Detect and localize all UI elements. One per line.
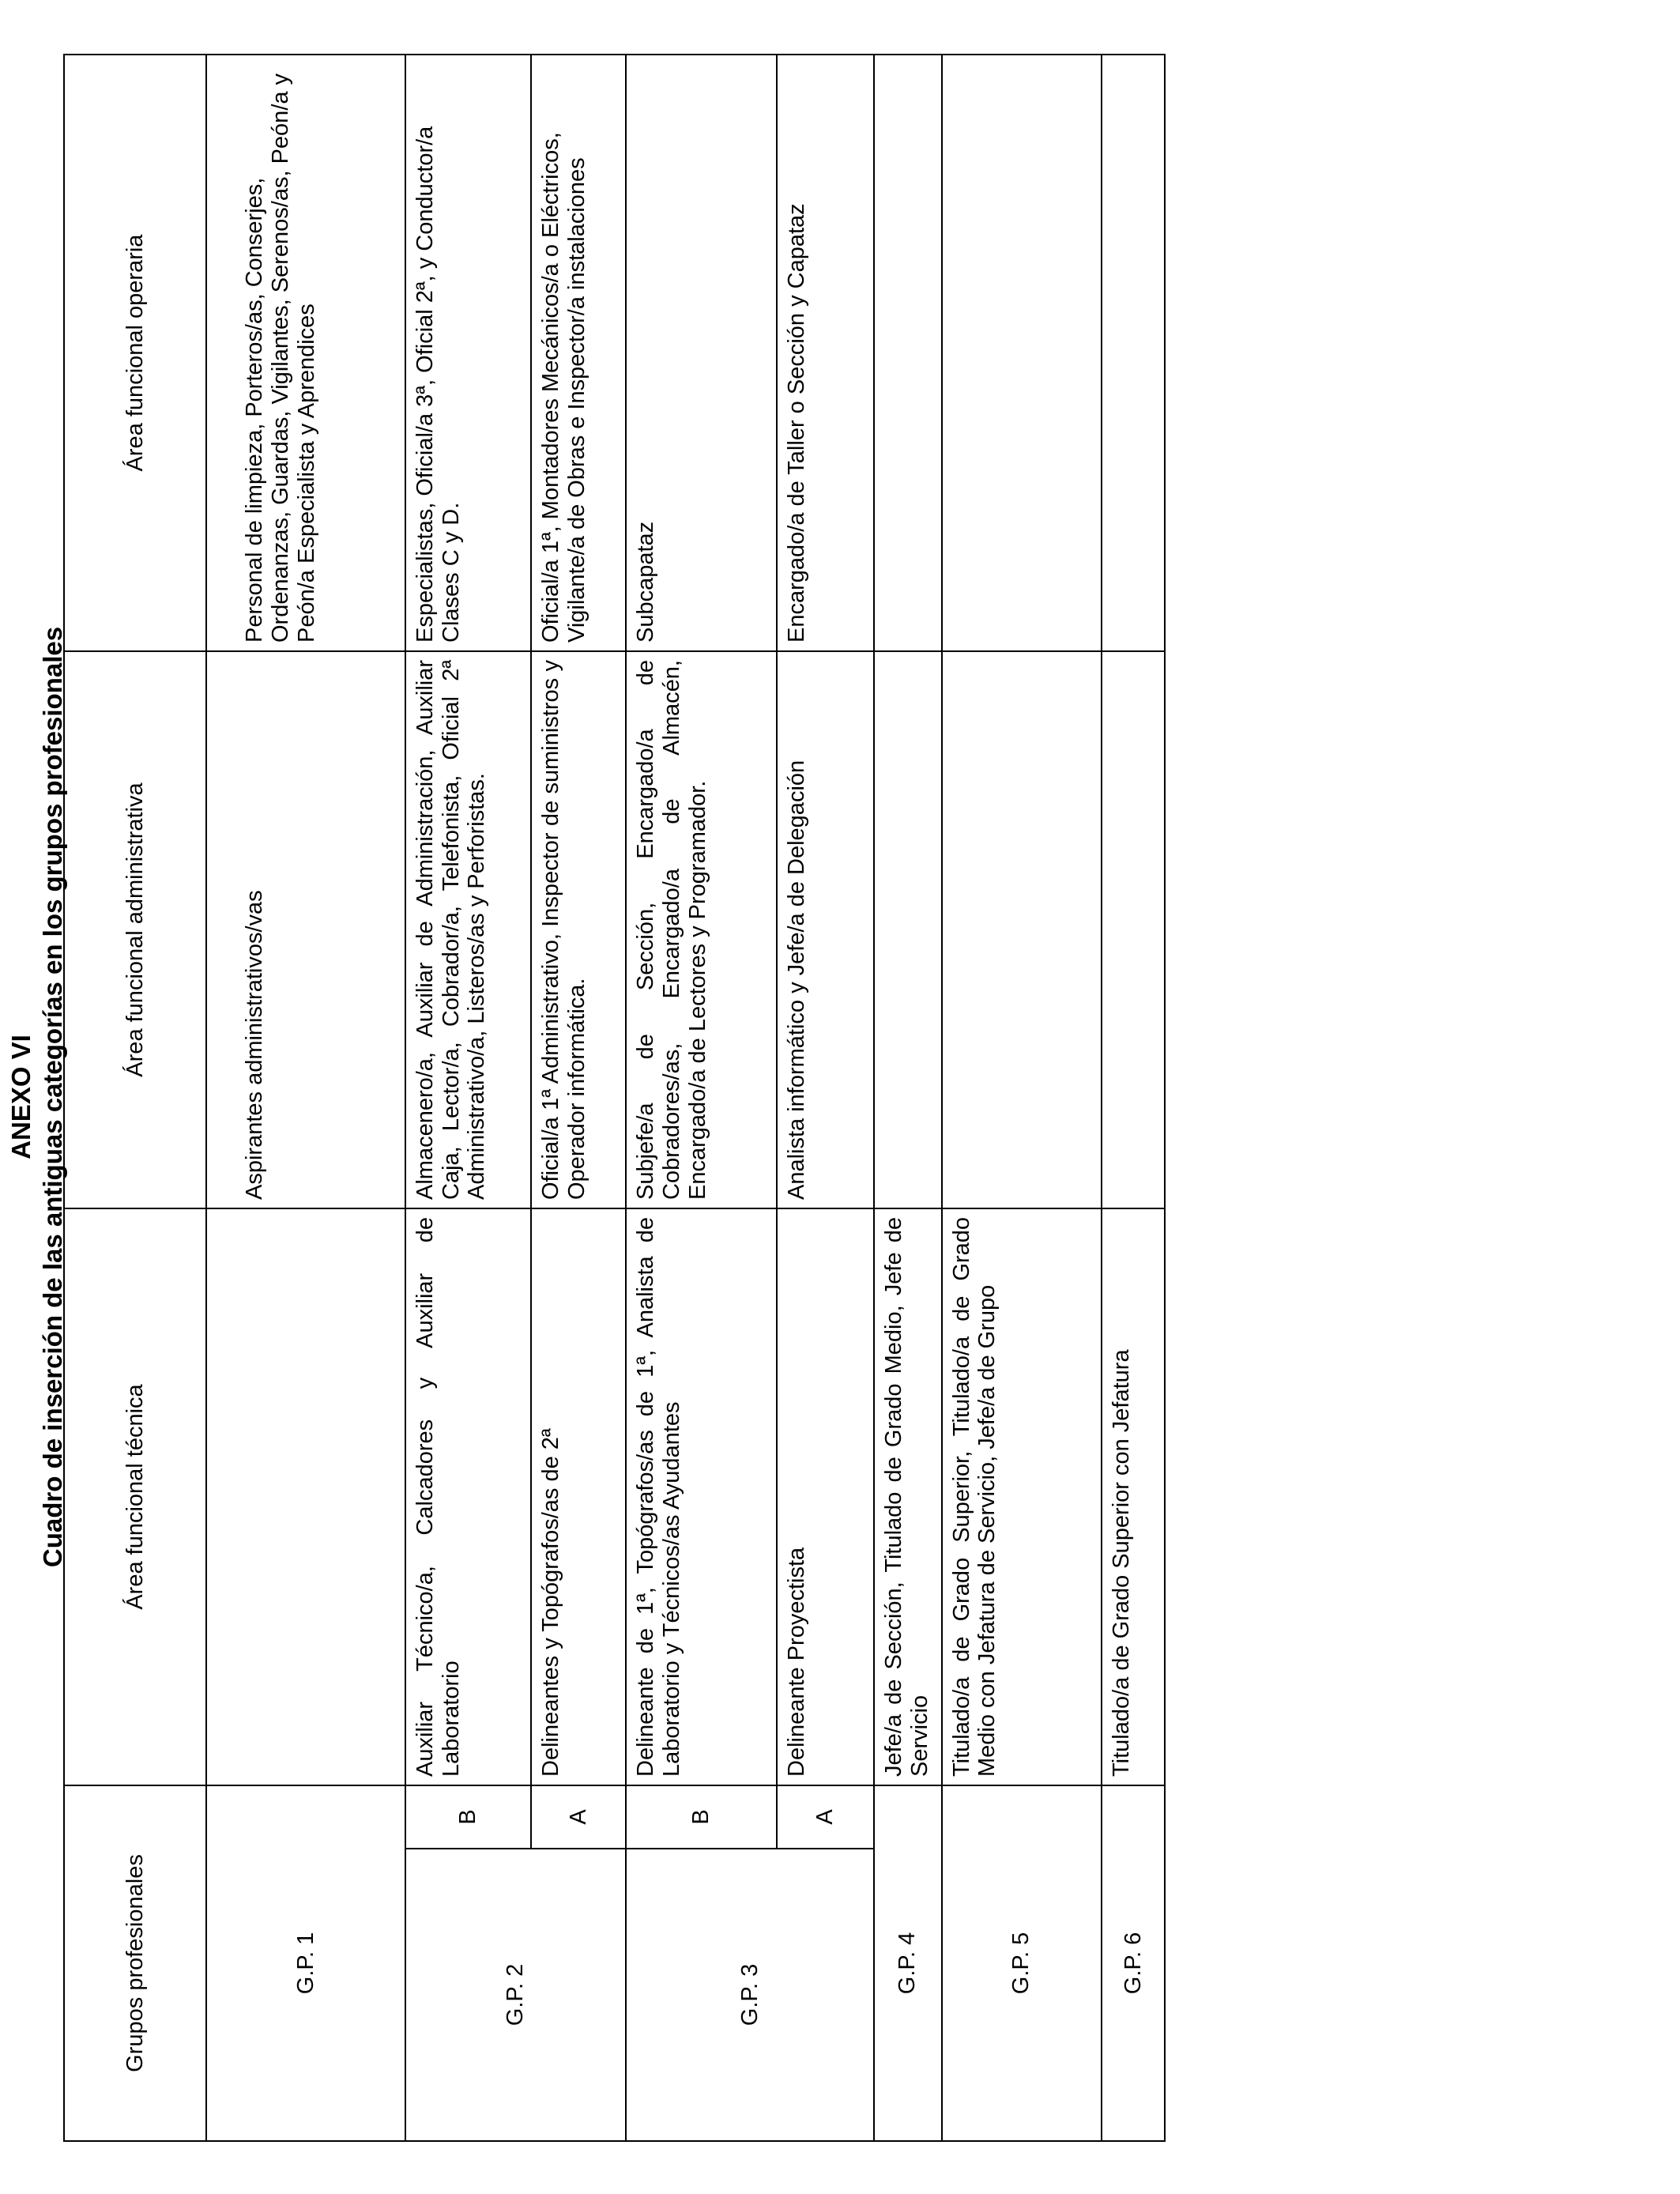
row-gp4 <box>874 55 941 2141</box>
categories-table-grid <box>63 54 1166 2142</box>
row-gp2-a <box>531 55 626 2141</box>
header-technical: Área funcional técnica <box>64 1208 206 1785</box>
gp5-operative <box>942 55 1102 651</box>
gp5-administrative <box>942 651 1102 1208</box>
group-label-gp3: G.P. 3 <box>626 1849 874 2141</box>
row-gp3-a <box>777 55 874 2141</box>
gp6-operative <box>1102 55 1165 651</box>
gp2-a-operative: Oficial/a 1ª, Montadores Mecánicos/a o Eléctricos, Vigilante/a de Obras e Inspector/a instalaciones <box>531 55 626 651</box>
group-label-gp5: G.P. 5 <box>942 1785 1102 2141</box>
group-label-gp4: G.P. 4 <box>874 1785 941 2141</box>
row-gp1 <box>206 55 405 2141</box>
gp4-administrative <box>874 651 941 1208</box>
gp6-technical: Titulado/a de Grado Superior con Jefatura <box>1102 1208 1165 1785</box>
header-administrative: Área funcional administrativa <box>64 651 206 1208</box>
gp3-b-administrative: Subjefe/a de Sección, Encargado/a de Cobradores/as, Encargado/a de Almacén, Encargado/a de Lectores y Programador. <box>626 651 777 1208</box>
gp3-a-administrative: Analista informático y Jefe/a de Delegación <box>777 651 874 1208</box>
gp4-technical: Jefe/a de Sección, Titulado de Grado Medio, Jefe de Servicio <box>874 1208 941 1785</box>
gp3-b-technical: Delineante de 1ª, Topógrafos/as de 1ª, Analista de Laboratorio y Técnicos/as Ayudantes <box>626 1208 777 1785</box>
gp3-b-operative: Subcapataz <box>626 55 777 651</box>
gp3-b-label: B <box>626 1785 777 1849</box>
gp4-operative <box>874 55 941 651</box>
group-label-gp6: G.P. 6 <box>1102 1785 1165 2141</box>
gp2-b-administrative: Almacenero/a, Auxiliar de Administración, Auxiliar Caja, Lector/a, Cobrador/a, Telefonista, Oficial 2ª Administrativo/a, Listeros/as y Perforistas. <box>405 651 532 1208</box>
gp1-administrative: Aspirantes administrativos/vas <box>206 651 405 1208</box>
group-label-gp2: G.P. 2 <box>405 1849 626 2141</box>
gp1-operative: Personal de limpieza, Porteros/as, Conserjes, Ordenanzas, Guardas, Vigilantes, Serenos/as, Peón/a y Peón/a Especialista y Aprendices <box>206 55 405 651</box>
row-gp3-b <box>626 55 777 2141</box>
gp2-b-technical: Auxiliar Técnico/a, Calcadores y Auxiliar de Laboratorio <box>405 1208 532 1785</box>
header-row <box>64 55 206 2141</box>
gp2-b-label: B <box>405 1785 532 1849</box>
header-groups: Grupos profesionales <box>64 1785 206 2141</box>
gp2-a-label: A <box>531 1785 626 1849</box>
gp6-administrative <box>1102 651 1165 1208</box>
row-gp2-b <box>405 55 532 2141</box>
group-label-gp1: G.P. 1 <box>206 1785 405 2141</box>
gp3-a-label: A <box>777 1785 874 1849</box>
gp2-a-technical: Delineantes y Topógrafos/as de 2ª <box>531 1208 626 1785</box>
gp2-a-administrative: Oficial/a 1ª Administrativo, Inspector de suministros y Operador informática. <box>531 651 626 1208</box>
gp2-b-operative: Especialistas, Oficial/a 3ª, Oficial 2ª, y Conductor/a Clases C y D. <box>405 55 532 651</box>
gp3-a-technical: Delineante Proyectista <box>777 1208 874 1785</box>
header-operative: Área funcional operaria <box>64 55 206 651</box>
row-gp5 <box>942 55 1102 2141</box>
row-gp6 <box>1102 55 1165 2141</box>
annex-title: ANEXO VI <box>6 1035 36 1159</box>
table-title: Cuadro de inserción de las antiguas categorías en los grupos profesionales <box>38 626 67 1568</box>
gp1-technical <box>206 1208 405 1785</box>
gp3-a-operative: Encargado/a de Taller o Sección y Capataz <box>777 55 874 651</box>
gp5-technical: Titulado/a de Grado Superior, Titulado/a de Grado Medio con Jefatura de Servicio, Jefe/a de Grupo <box>942 1208 1102 1785</box>
